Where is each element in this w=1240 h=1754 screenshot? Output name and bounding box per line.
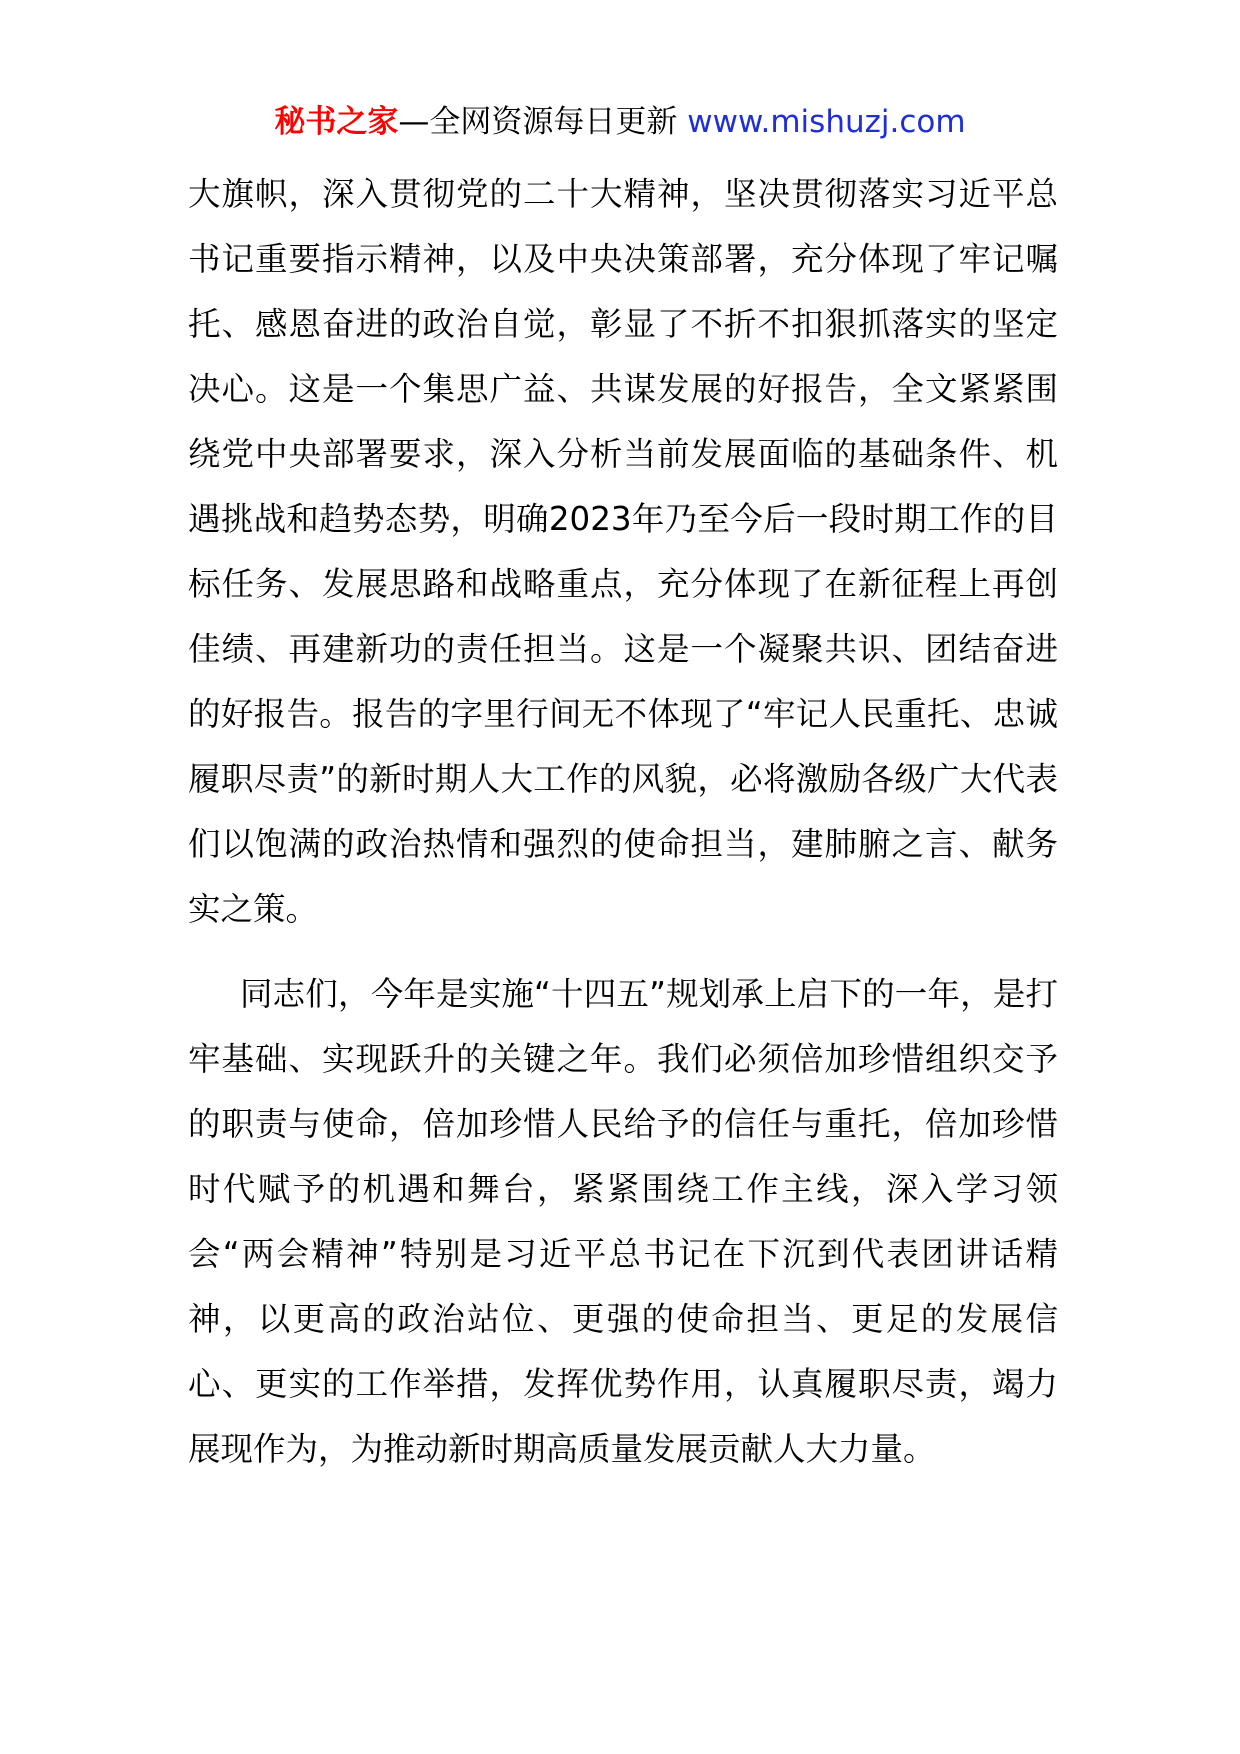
header-brand: 秘书之家 bbox=[274, 104, 399, 140]
document-body bbox=[188, 162, 1058, 1482]
header-tagline: —全网资源每日更新 bbox=[398, 104, 678, 140]
paragraph-1: 大旗帜，深入贯彻党的二十大精神，坚决贯彻落实习近平总书记重要指示精神，以及中央决策部署，充分体现了牢记嘱托、感恩奋进的政治自觉，彰显了不折不扣狠抓落实的坚定决心。这是一个集思广益、共谋发展的好报告，全文紧紧围绕党中央部署要求，深入分析当前发展面临的基础条件、机遇挑战和趋势态势，明确2023年乃至今后一段时期工作的目标任务、发展思路和战略重点，充分体现了在新征程上再创佳绩、再建新功的责任担当。这是一个凝聚共识、团结奋进的好报告。报告的字里行间无不体现了“牢记人民重托、忠诚履职尽责”的新时期人大工作的风貌，必将激励各级广大代表们以饱满的政治热情和强烈的使命担当，建肺腑之言、献务实之策。 bbox=[188, 175, 1058, 928]
page-header bbox=[0, 100, 1240, 144]
paragraph-2: 同志们，今年是实施“十四五”规划承上启下的一年，是打牢基础、实现跃升的关键之年。我们必须倍加珍惜组织交予的职责与使命，倍加珍惜人民给予的信任与重托，倍加珍惜时代赋予的机遇和舞台，紧紧围绕工作主线，深入学习领会“两会精神”特别是习近平总书记在下沉到代表团讲话精神，以更高的政治站位、更强的使命担当、更足的发展信心、更实的工作举措，发挥优势作用，认真履职尽责，竭力展现作为，为推动新时期高质量发展贡献人大力量。 bbox=[188, 975, 1058, 1468]
header-url-link[interactable]: www.mishuzj.com bbox=[687, 104, 966, 140]
